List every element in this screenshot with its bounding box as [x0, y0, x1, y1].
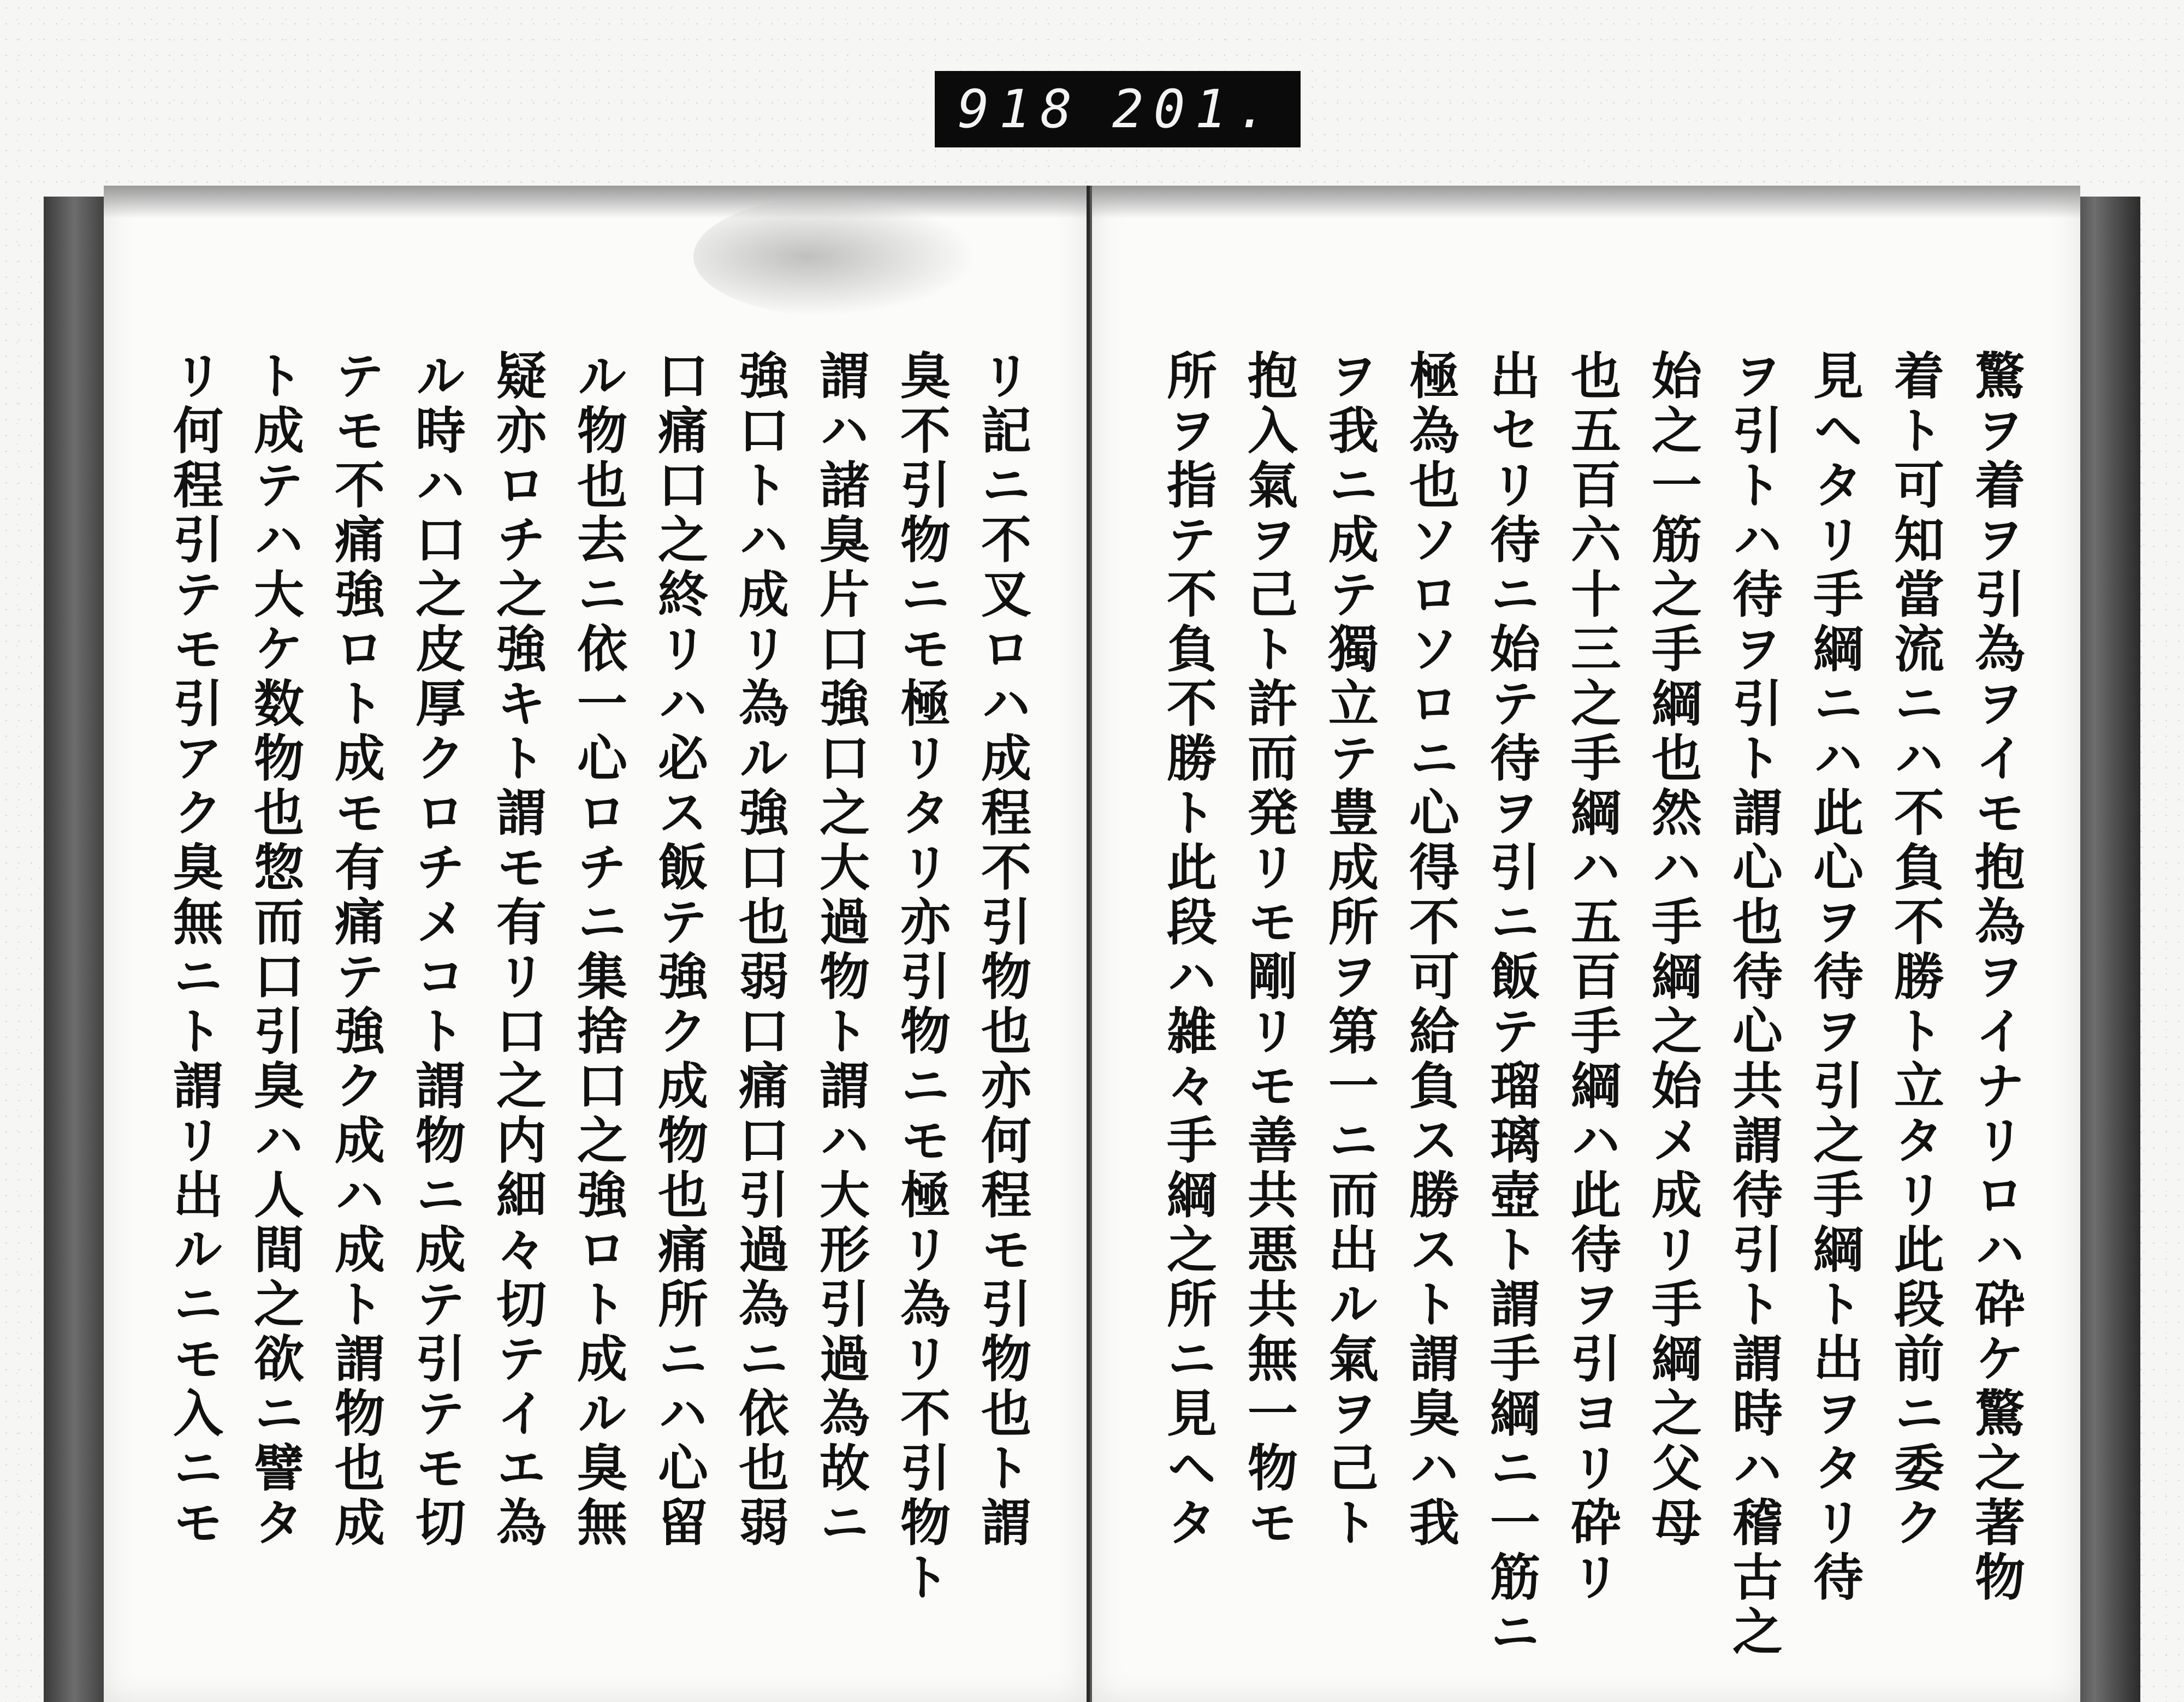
text-line: 驚ヲ着ヲ引為ヲイモ抱為ヲイナリロハ砕ケ驚之著物	[1967, 349, 2026, 1605]
text-line: 極為也ソロソロニ心得不可給負ス勝スト謂臭ハ我	[1401, 349, 1460, 1551]
page-stain	[693, 197, 977, 317]
text-line: 口痛口之終リハ必ス飯テ強ク成物也痛所ニハ心留	[650, 349, 709, 1551]
left-page	[104, 186, 1090, 1702]
open-book	[44, 164, 2140, 1702]
label-right-number: 201.	[1112, 79, 1278, 140]
text-line: ル時ハ口之皮厚クロチメコト謂物ニ成テ引テモ切	[407, 349, 466, 1551]
text-line: 臭不引物ニモ極リタリ亦引物ニモ極リ為リ不引物ト	[892, 349, 951, 1605]
right-page	[1090, 186, 2080, 1702]
text-line: 見ヘタリ手綱ニハ此心ヲ待ヲ引之手綱ト出ヲタリ待	[1805, 349, 1864, 1605]
label-left-number: 918	[958, 79, 1082, 140]
text-line: テモ不痛強ロト成モ有痛テ強ク成ハ成ト謂物也成	[327, 349, 385, 1551]
text-line: 所ヲ指テ不負不勝ト此段ハ雑々手綱之所ニ見ヘタ	[1159, 349, 1218, 1551]
text-line: 強口トハ成リ為ル強口也弱口痛口引過為ニ依也弱	[731, 349, 790, 1551]
text-line: 着ト可知當流ニハ不負不勝ト立タリ此段前ニ委ク	[1886, 349, 1945, 1551]
text-line: リ記ニ不叉ロハ成程不引物也亦何程モ引物也ト謂	[973, 349, 1032, 1551]
left-page-text	[154, 349, 1043, 1605]
text-line: 始之一筋之手綱也然ハ手綱之始メ成リ手綱之父母	[1643, 349, 1702, 1551]
text-line: 出セリ待ニ始テ待ヲ引ニ飯テ瑠璃壺ト謂手綱ニ一筋ニ	[1482, 349, 1541, 1660]
text-line: ヲ我ニ成テ獨立テ豊成所ヲ第一ニ而出ル氣ヲ己ト	[1320, 349, 1379, 1551]
text-line: ル物也去ニ依一心ロチニ集捨口之強ロト成ル臭無	[569, 349, 628, 1551]
text-line: 也五百六十三之手綱ハ五百手綱ハ此待ヲ引ヨリ砕リ	[1563, 349, 1622, 1605]
archive-label-plate	[935, 71, 1301, 147]
text-line: ト成テハ大ケ数物也惣而口引臭ハ人間之欲ニ譬タ	[246, 349, 305, 1551]
text-line: リ何程引テモ引アク臭無ニト謂リ出ルニモ入ニモ	[165, 349, 224, 1551]
text-line: 疑亦ロチ之強キト謂モ有リ口之内細々切テイエ為	[488, 349, 547, 1551]
text-line: 謂ハ諸臭片口強口之大過物ト謂ハ大形引過為故ニ	[811, 349, 870, 1551]
right-page-text	[1148, 349, 2037, 1660]
text-line: 抱入氣ヲ己ト許而発リモ剛リモ善共悪共無一物モ	[1239, 349, 1298, 1551]
text-line: ヲ引トハ待ヲ引ト謂心也待心共謂待引ト謂時ハ稽古之	[1724, 349, 1783, 1660]
